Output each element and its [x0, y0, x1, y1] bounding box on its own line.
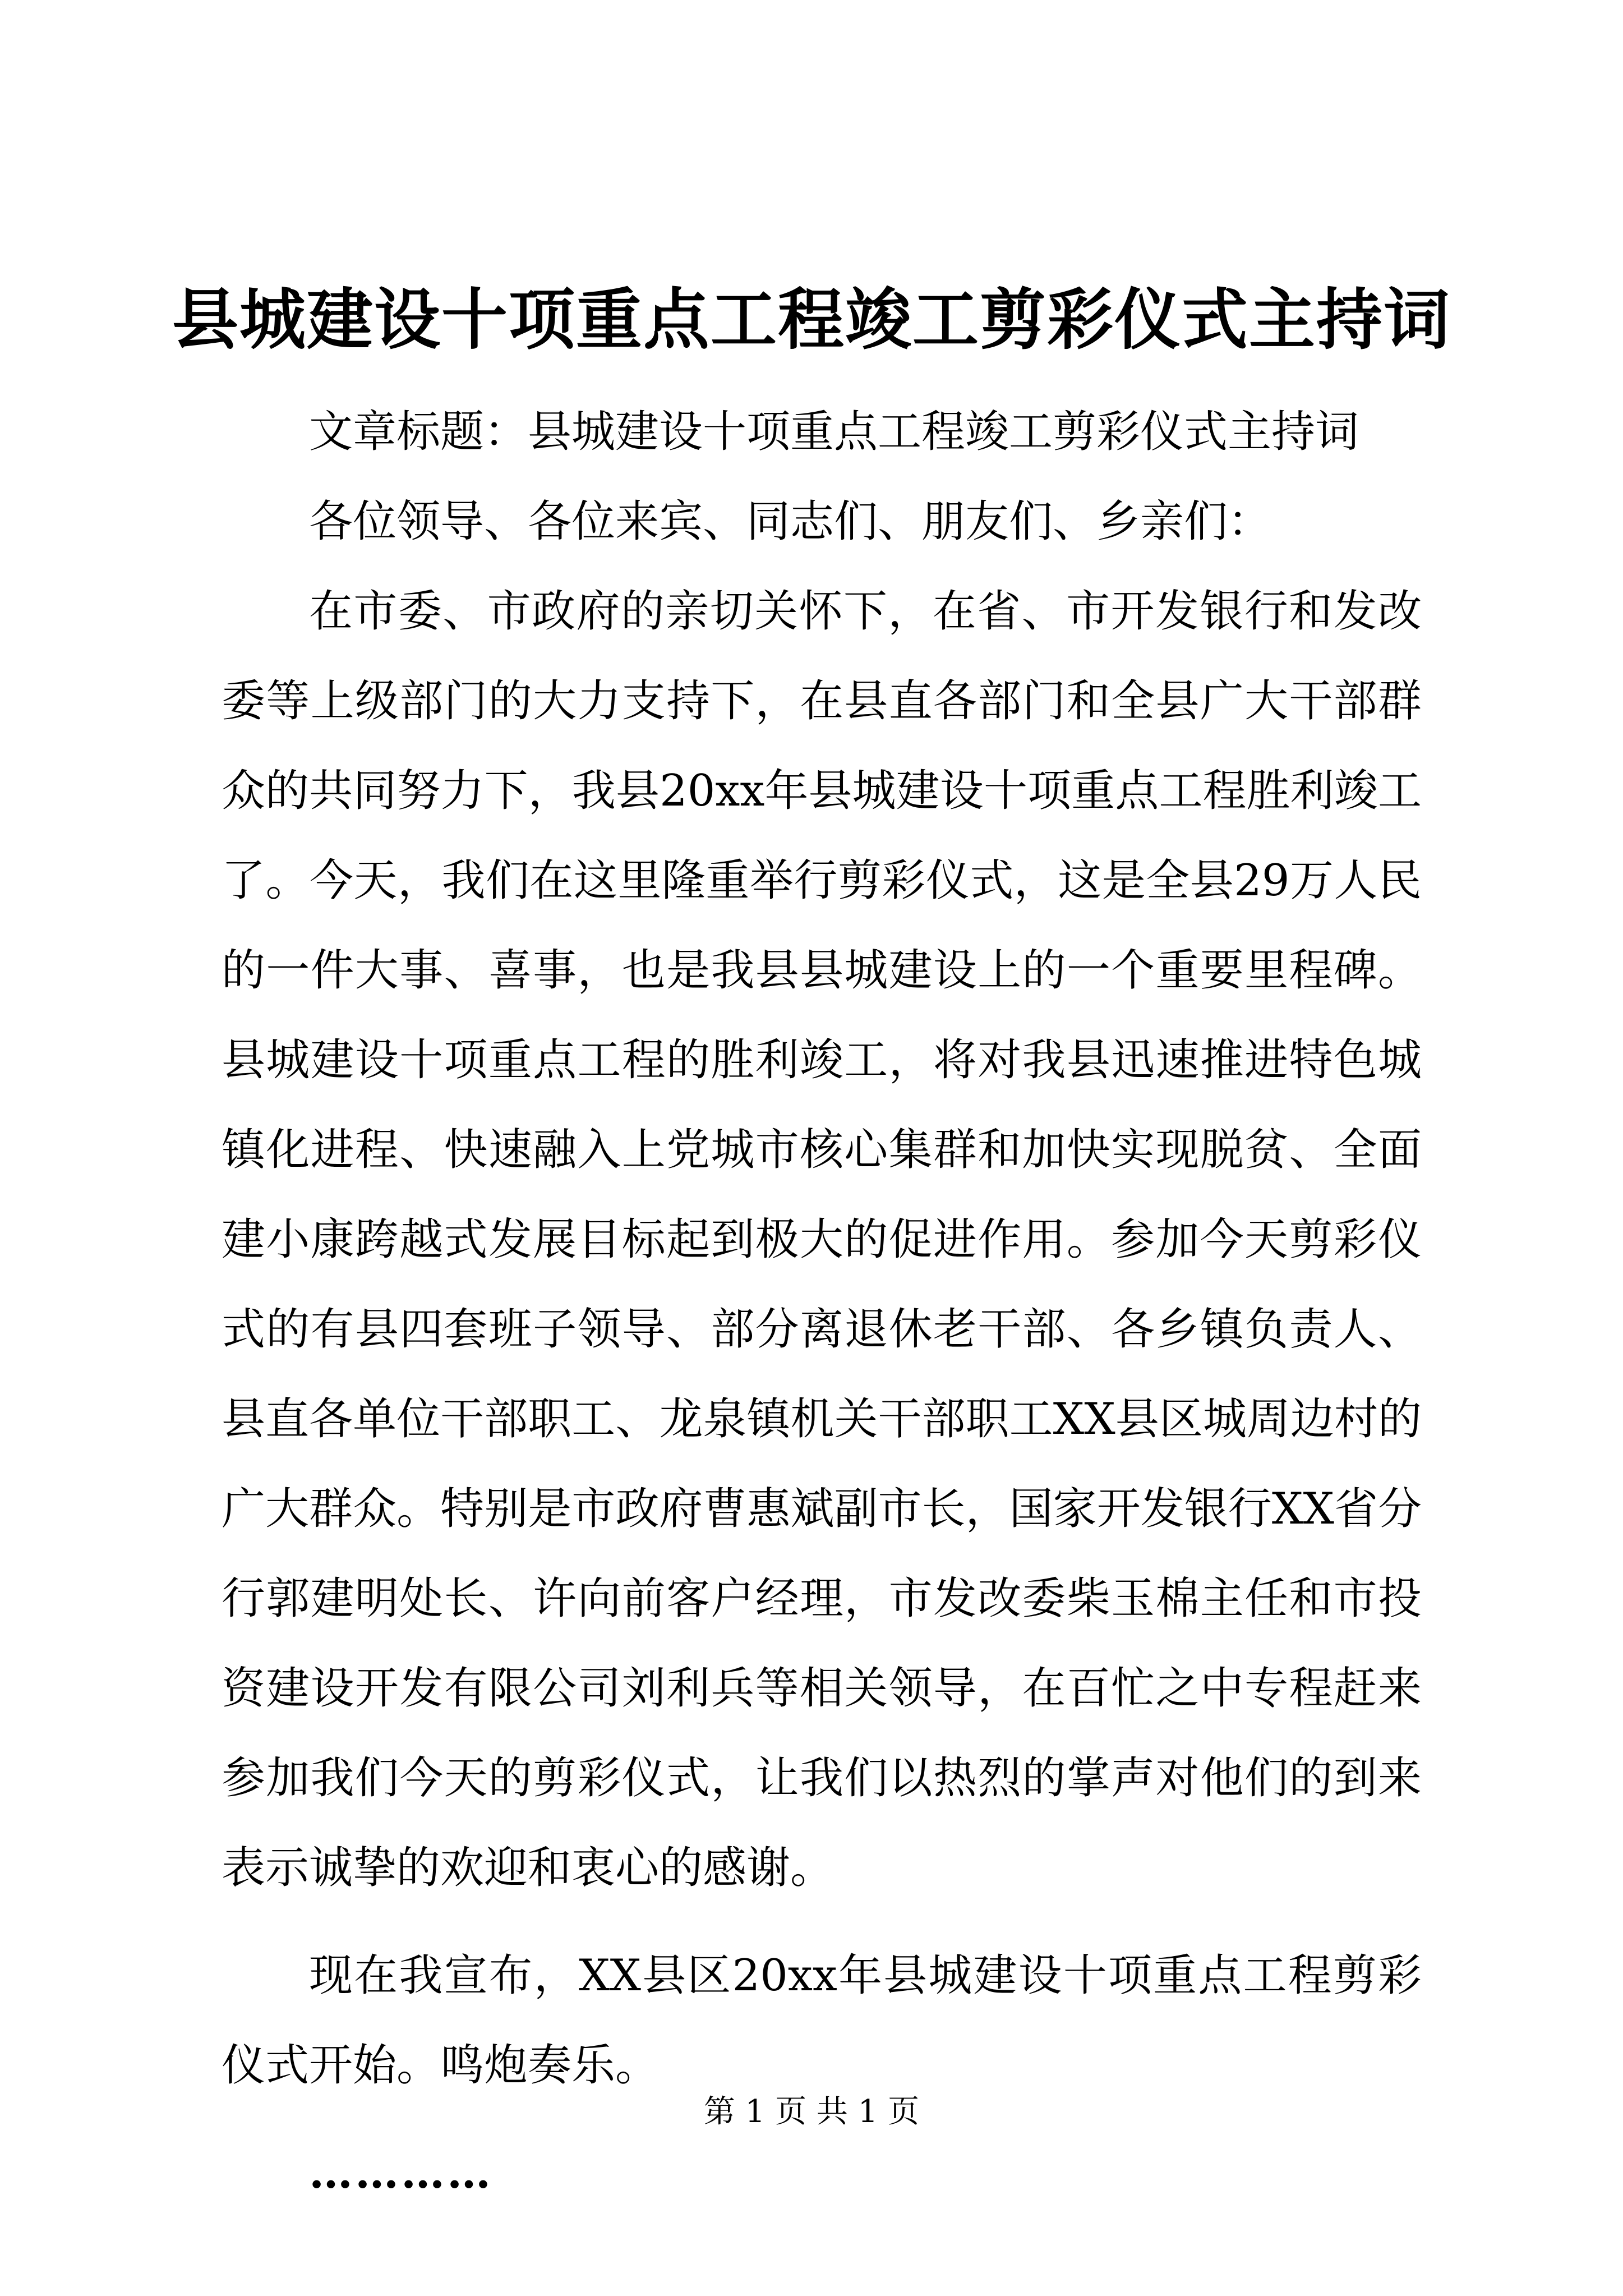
salutation: 各位领导、各位来宾、同志们、朋友们、乡亲们：: [309, 496, 1272, 547]
ellipsis: …………: [309, 2147, 493, 2198]
page-footer: 第 1 页 共 1 页: [703, 2093, 920, 2130]
document-body: [222, 387, 1422, 2218]
document-title: 县城建设十项重点工程竣工剪彩仪式主持词: [172, 280, 1451, 358]
paragraph-2: 现在我宣布，XX县区20xx年县城建设十项重点工程剪彩仪式开始。鸣炮奏乐。: [222, 1950, 1422, 2091]
article-title-line: 文章标题：县城建设十项重点工程竣工剪彩仪式主持词: [309, 407, 1359, 457]
paragraph-1: 在市委、市政府的亲切关怀下，在省、市开发银行和发改委等上级部门的大力支持下，在县直各部门和全县广大干部群众的共同努力下，我县20xx年县城建设十项重点工程胜利竣工了。今天，我们在这里隆重举行剪彩仪式，这是全县29万人民的一件大事、喜事，也是我县县城建设上的一个重要里程碑。县城建设十项重点工程的胜利竣工，将对我县迅速推进特色城镇化进程、快速融入上党城市核心集群和加快实现脱贫、全面建小康跨越式发展目标起到极大的促进作用。参加今天剪彩仪式的有县四套班子领导、部分离退休老干部、各乡镇负责人、县直各单位干部职工、龙泉镇机关干部职工XX县区城周边村的广大群众。特别是市政府曹惠斌副市长，国家开发银行XX省分行郭建明处长、许向前客户经理，市发改委柴玉棉主任和市投资建设开发有限公司刘利兵等相关领导，在百忙之中专程赶来参加我们今天的剪彩仪式，让我们以热烈的掌声对他们的到来表示诚挚的欢迎和衷心的感谢。: [222, 586, 1422, 1893]
